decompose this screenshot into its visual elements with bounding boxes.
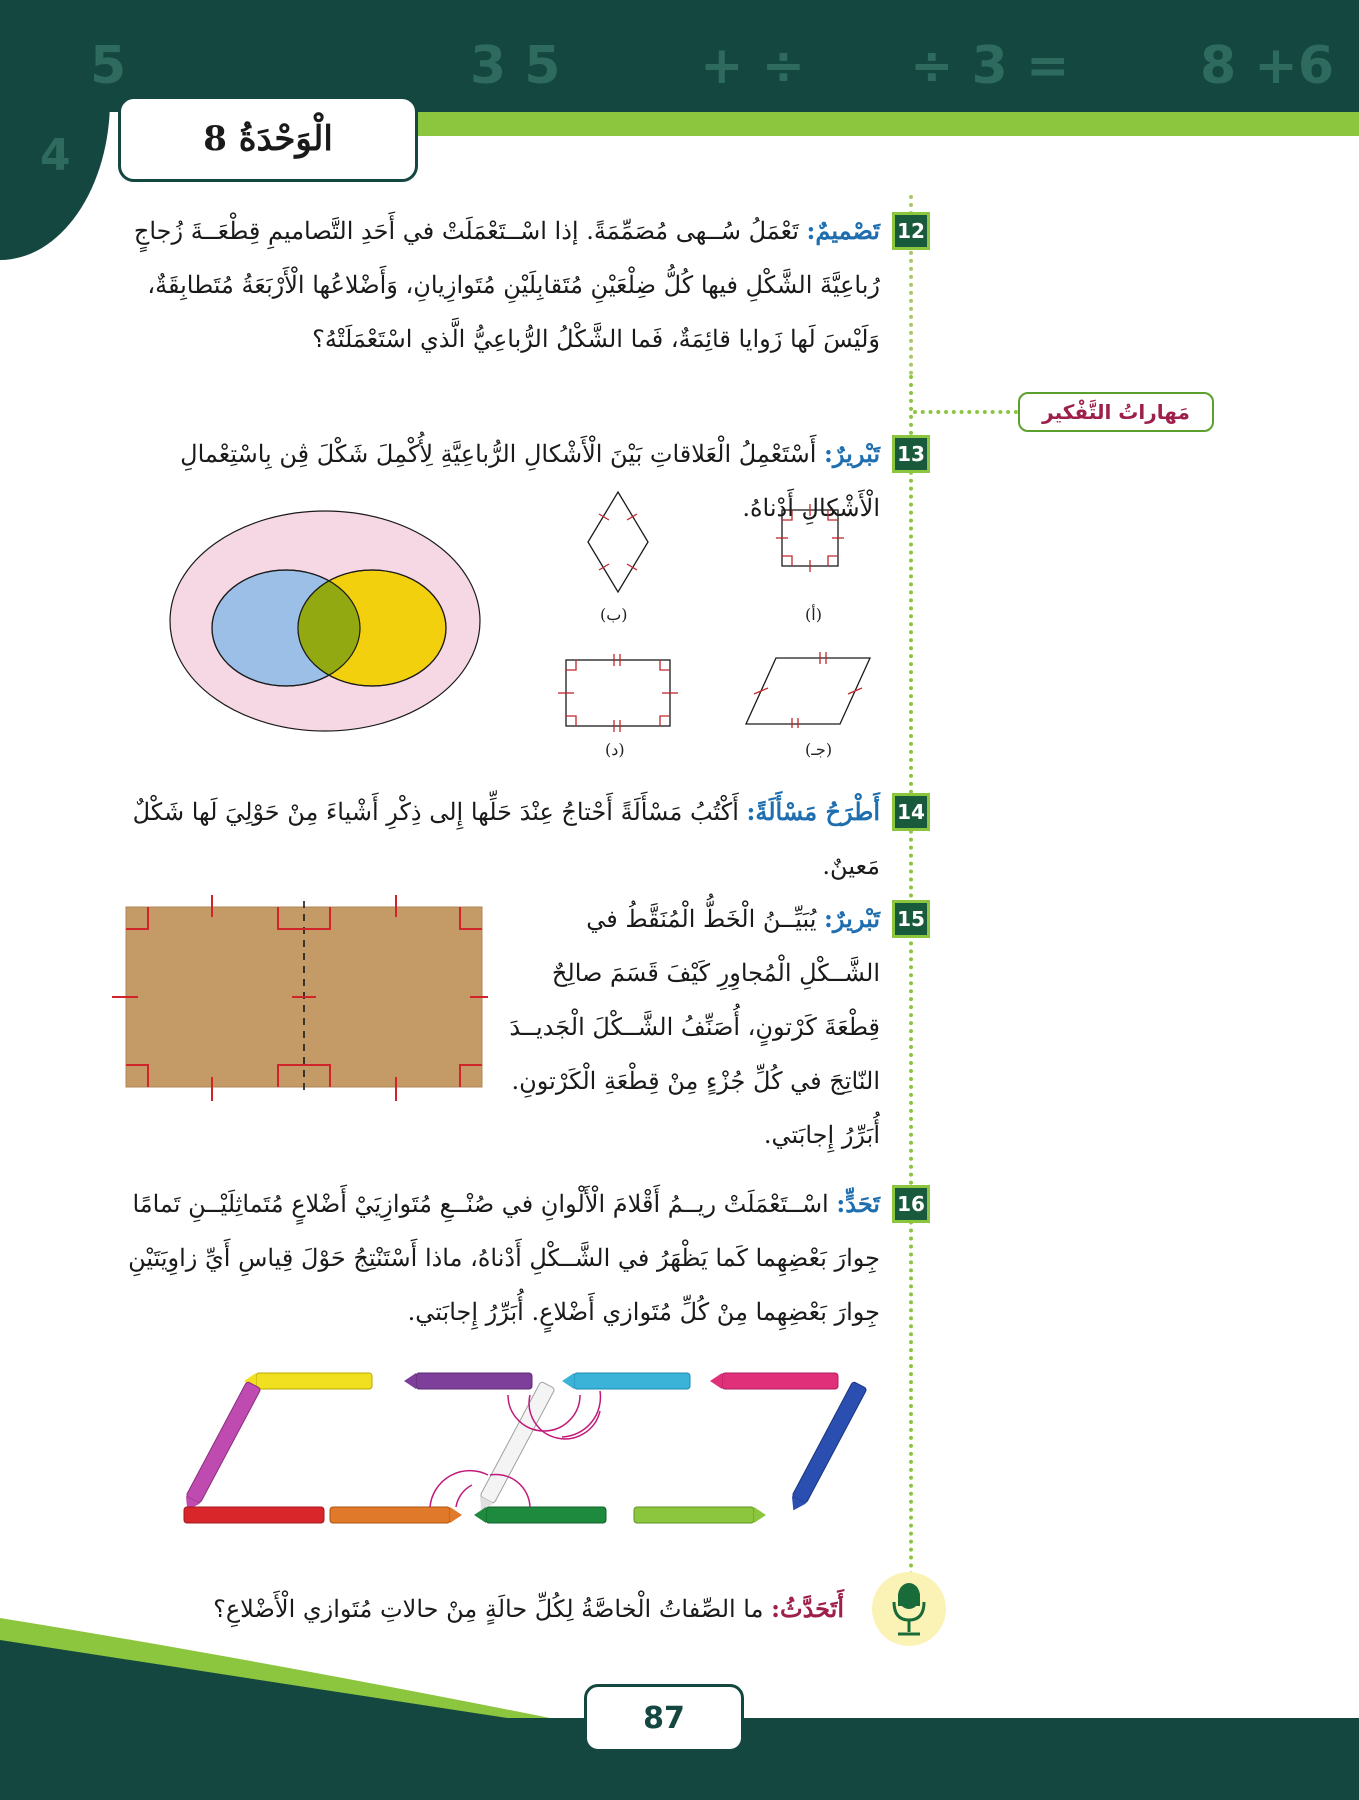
crayon-bottom-orange <box>330 1507 462 1523</box>
unit-title: الْوَحْدَةُ 8 <box>118 96 418 182</box>
crayon-top-purple <box>404 1373 532 1389</box>
shape-a-square <box>770 498 850 578</box>
crayon-parallelograms <box>170 1355 870 1545</box>
question-12-keyword: تَصْميمٌ: <box>806 216 880 245</box>
question-13-keyword: تَبْريرٌ: <box>824 439 880 468</box>
header-deco-86: 8 +6 <box>1200 36 1335 96</box>
timeline <box>909 375 913 1585</box>
crayon-bottom-lime <box>634 1507 766 1523</box>
question-16 <box>112 1177 880 1339</box>
crayon-bottom-red <box>184 1507 324 1523</box>
question-15-text: يُبَيِّــنُ الْخَطُّ الْمُنَقَّطُ في الشَّــكْلِ الْمُجاوِرِ كَيْفَ قَسَمَ صالِحٌ قِطْعَةَ كَرْتونٍ، أُصَنِّفُ الشَّــكْلَ الْجَديــدَ النّاتِجَ في كُلِّ جُزْءٍ مِنْ قِطْعَةِ الْكَرْتونِ. أُبَرِّرُ إِجابَتي. <box>509 905 880 1149</box>
shape-b-rhombus <box>582 486 654 598</box>
header-deco-div3: ÷ 3 = <box>910 36 1070 96</box>
footer-curve-decoration <box>0 1600 560 1720</box>
microphone-icon <box>884 1580 934 1640</box>
question-14 <box>112 785 880 893</box>
thinking-skills-label: مَهاراتُ التَّفْكير <box>1018 392 1214 432</box>
question-number-15: 15 <box>892 900 930 938</box>
header-deco-plus: + ÷ <box>700 36 806 96</box>
question-13-text: أَسْتَعْمِلُ الْعَلاقاتِ بَيْنَ الْأَشْكالِ الرُّباعِيَّةِ لِأُكْمِلَ شَكْلَ ڤِن بِاسْتِعْمالِ الْأَشْكالِ أَدْناهُ. <box>180 440 880 522</box>
crayon-slanted-magenta <box>180 1381 261 1514</box>
crayon-top-yellow <box>244 1373 372 1389</box>
question-12-text: تَعْمَلُ سُــهى مُصَمِّمَةً. إذا اسْــتَعْمَلَتْ في أَحَدِ التَّصاميمِ قِطْعَــةَ زُجاجٍ رُباعِيَّةَ الشَّكْلِ فيها كُلُّ ضِلْعَيْنِ مُتَقابِلَيْنِ مُتَوازِيانِ، وَأَضْلاعُها الْأَرْبَعَةُ مُتَطابِقَةٌ، وَلَيْسَ لَها زَوايا قائِمَةٌ، فَما الشَّكْلُ الرُّباعِيُّ الَّذي اسْتَعْمَلَتْهُ؟ <box>133 217 880 353</box>
question-number-14: 14 <box>892 793 930 831</box>
talk-keyword: أَتَحَدَّثُ: <box>771 1594 844 1623</box>
shape-d-label: (د) <box>605 740 625 759</box>
question-number-16: 16 <box>892 1185 930 1223</box>
question-number-12: 12 <box>892 212 930 250</box>
question-15 <box>508 892 880 1162</box>
header-deco-digit-5: 5 <box>90 36 127 96</box>
skills-connector <box>913 410 1018 414</box>
question-16-keyword: تَحَدٍّ: <box>836 1189 880 1218</box>
crayon-bottom-green <box>474 1507 606 1523</box>
question-12 <box>112 204 880 366</box>
cardboard-figure <box>110 895 490 1105</box>
page-number: 87 <box>584 1684 744 1752</box>
shape-c-parallelogram <box>742 648 874 728</box>
question-number-13: 13 <box>892 435 930 473</box>
header-accent-strip <box>410 112 1359 136</box>
crayon-top-cyan <box>562 1373 690 1389</box>
crayon-slanted-blue <box>786 1381 867 1514</box>
crayon-top-pink <box>710 1373 838 1389</box>
question-15-keyword: تَبْريرٌ: <box>824 904 880 933</box>
question-14-keyword: أَطْرَحُ مَسْأَلَةً: <box>746 797 880 826</box>
header-deco-digits-35: 3 5 <box>470 36 561 96</box>
crayon-slanted-white <box>474 1381 555 1514</box>
shape-c-label: (جـ) <box>805 740 833 759</box>
venn-diagram <box>166 508 484 734</box>
shape-d-rectangle <box>556 650 680 736</box>
header-deco-digit-4: 4 <box>40 130 71 181</box>
shape-b-label: (ب) <box>600 605 628 624</box>
question-16-text: اسْــتَعْمَلَتْ ريــمُ أَقْلامَ الْأَلْوانِ في صُنْــعِ مُتَوازِيَيْ أَضْلاعٍ مُتَماثِلَيْــنِ تَمامًا جِوارَ بَعْضِهِما كَما يَظْهَرُ في الشَّــكْلِ أَدْناهُ، ماذا أَسْتَنْتِجُ حَوْلَ قِياسِ أَيِّ زاوِيَتَيْنِ جِوارَ بَعْضِهِما مِنْ كُلِّ مُتَوازي أَضْلاعٍ. أُبَرِّرُ إِجابَتي. <box>128 1190 880 1326</box>
question-14-text: أَكْتُبُ مَسْأَلَةً أَحْتاجُ عِنْدَ حَلِّها إِلى ذِكْرِ أَشْياءَ مِنْ حَوْلِيَ لَها شَكْلٌ مَعينٌ. <box>132 798 880 880</box>
talk-text: ما الصِّفاتُ الْخاصَّةُ لِكُلِّ حالَةٍ مِنْ حالاتِ مُتَوازي الْأَضْلاعِ؟ <box>213 1595 772 1623</box>
shape-a-label: (أ) <box>805 605 822 624</box>
